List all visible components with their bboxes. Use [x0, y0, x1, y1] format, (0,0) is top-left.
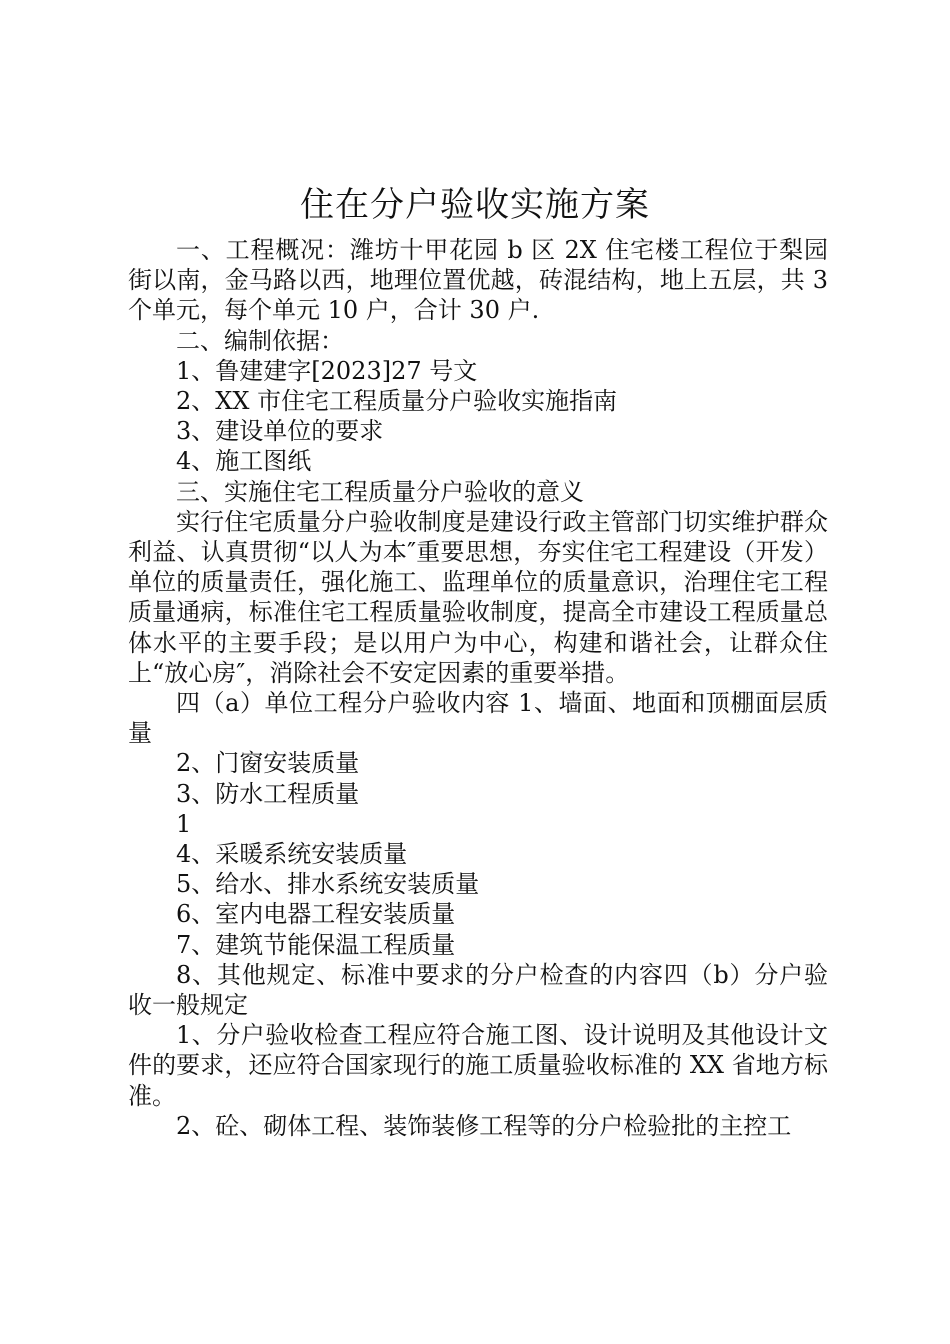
paragraph-significance-body: 实行住宅质量分户验收制度是建设行政主管部门切实维护群众利益、认真贯彻“以人为本″重要思想，夯实住宅工程建设（开发）单位的质量责任，强化施工、监理单位的质量意识，治理住宅工程质量通病，标准住宅工程质量验收制度，提高全市建设工程质量总体水平的主要手段；是以用户为中心，构建和谐社会，让群众住上“放心房″，消除社会不安定因素的重要举措。	[128, 507, 828, 687]
paragraph-significance-heading: 三、实施住宅工程质量分户验收的意义	[176, 477, 584, 506]
paragraph-basis-item-4: 4、施工图纸	[176, 447, 312, 476]
paragraph-content-item-2: 2、门窗安装质量	[176, 749, 360, 778]
paragraph-content-item-8: 8、其他规定、标准中要求的分户检查的内容四（b）分户验收一般规定	[128, 960, 828, 1020]
paragraph-basis-item-3: 3、建设单位的要求	[176, 417, 384, 446]
paragraph-content-item-4: 4、采暖系统安装质量	[176, 840, 408, 869]
paragraph-general-rule-1: 1、分户验收检查工程应符合施工图、设计说明及其他设计文件的要求，还应符合国家现行的施工质量验收标准的 XX 省地方标准。	[128, 1021, 828, 1110]
paragraph-content-item-5: 5、给水、排水系统安装质量	[176, 870, 480, 899]
paragraph-general-rule-2: 2、砼、砌体工程、装饰装修工程等的分户检验批的主控工	[176, 1111, 792, 1140]
page-number: 1	[176, 809, 192, 838]
paragraph-content-item-6: 6、室内电器工程安装质量	[176, 900, 456, 929]
paragraph-content-item-3: 3、防水工程质量	[176, 779, 360, 808]
document-title: 住在分户验收实施方案	[300, 185, 650, 225]
document-body	[128, 235, 828, 1141]
paragraph-basis-heading: 二、编制依据：	[176, 326, 344, 355]
paragraph-basis-item-2: 2、XX 市住宅工程质量分户验收实施指南	[176, 387, 618, 416]
paragraph-content-heading: 四（a）单位工程分户验收内容 1、墙面、地面和顶棚面层质量	[128, 689, 828, 748]
paragraph-content-item-7: 7、建筑节能保温工程质量	[176, 930, 456, 959]
paragraph-project-overview: 一、工程概况：潍坊十甲花园 b 区 2X 住宅楼工程位于梨园街以南，金马路以西，地理位置优越，砖混结构，地上五层，共 3 个单元，每个单元 10 户，合计 30 户.	[128, 236, 828, 325]
paragraph-basis-item-1: 1、鲁建建字[2023]27 号文	[176, 356, 478, 385]
